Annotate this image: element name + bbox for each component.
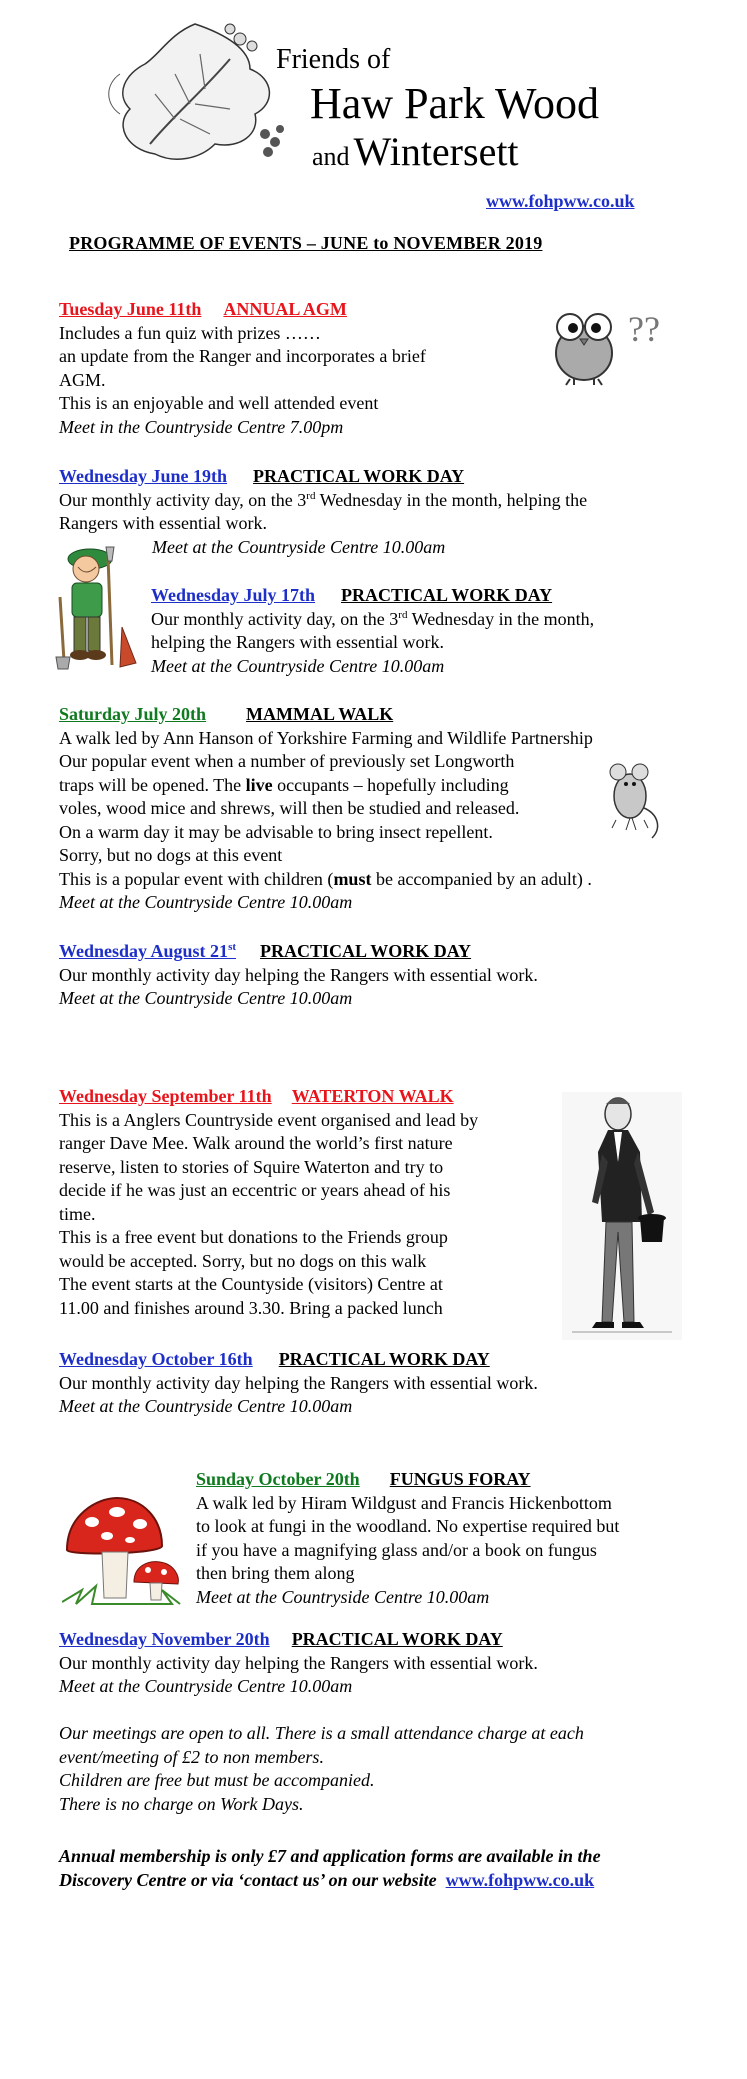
mammal-date: Saturday July 20th [59,704,207,724]
mammal-line2: Our popular event when a number of previously set Longworth [59,751,515,771]
owl-icon [548,305,620,387]
work-july-meet: Meet at the Countryside Centre 10.00am [151,655,445,676]
question-marks: ?? [628,309,660,349]
header-wintersett: Wintersett [353,129,519,174]
meetings-info [59,1722,719,1816]
waterton-line: This is a free event but donations to the Friends group [59,1227,448,1247]
membership-line1: Annual membership is only £7 and application forms are available in the [59,1846,601,1866]
fungus-date: Sunday October 20th [196,1469,360,1489]
work-oct-title: PRACTICAL WORK DAY [278,1349,490,1369]
mammal-line6: Sorry, but no dogs at this event [59,845,283,865]
squire-waterton-figure-icon [562,1092,682,1340]
membership-line2: Discovery Centre or via ‘contact us’ on our website [59,1869,437,1890]
work-aug-title: PRACTICAL WORK DAY [260,941,472,961]
fungus-line: A walk led by Hiram Wildgust and Francis Hickenbottom [196,1492,612,1513]
event-work-june [59,465,719,559]
work-june-line2: Rangers with essential work. [59,513,267,533]
mouse-icon [596,758,668,840]
mammal-line5: On a warm day it may be advisable to bring insect repellent. [59,821,493,842]
event-agm [59,298,499,439]
work-june-title: PRACTICAL WORK DAY [253,466,465,486]
meetings-info-line: event/meeting of £2 to non members. [59,1746,324,1767]
event-work-oct [59,1348,699,1419]
gardener-icon [40,537,140,677]
agm-date: Tuesday June 11th [59,299,202,319]
fungus-line: to look at fungi in the woodland. No expertise required but [196,1516,620,1536]
membership-website-link[interactable]: www.fohpww.co.uk [445,1869,595,1890]
work-june-date: Wednesday June 19th [59,466,228,486]
work-aug-meet: Meet at the Countryside Centre 10.00am [59,988,353,1008]
mammal-line1: A walk led by Ann Hanson of Yorkshire Farming and Wildlife Partnership [59,727,593,748]
work-june-meet: Meet at the Countryside Centre 10.00am [152,536,446,557]
work-nov-title: PRACTICAL WORK DAY [291,1629,503,1649]
membership-info [59,1845,739,1892]
event-work-july [151,584,721,678]
fungus-title: FUNGUS FORAY [389,1469,531,1489]
waterton-line: time. [59,1203,96,1224]
work-nov-date: Wednesday November 20th [59,1629,270,1649]
waterton-line: This is a Anglers Countryside event organised and lead by [59,1109,479,1130]
programme-title: PROGRAMME OF EVENTS – JUNE to NOVEMBER 2019 [69,233,543,253]
fungus-line: if you have a magnifying glass and/or a book on fungus [196,1539,597,1560]
agm-meet: Meet in the Countryside Centre 7.00pm [59,416,344,437]
meetings-info-line: There is no charge on Work Days. [59,1793,304,1814]
agm-line: Includes a fun quiz with prizes …… [59,322,321,343]
waterton-date: Wednesday September 11th [59,1086,272,1106]
work-nov-meet: Meet at the Countryside Centre 10.00am [59,1676,353,1696]
mammal-line4: voles, wood mice and shrews, will then be studied and released. [59,798,520,818]
mammal-title: MAMMAL WALK [246,704,394,724]
meetings-info-line: Children are free but must be accompanied. [59,1770,375,1790]
fungus-line: then bring them along [196,1563,355,1583]
work-july-line1: Our monthly activity day, on the 3rd Wednesday in the month, [151,608,595,629]
waterton-line: would be accepted. Sorry, but no dogs on this walk [59,1250,427,1271]
work-oct-line1: Our monthly activity day helping the Rangers with essential work. [59,1372,538,1393]
waterton-title: WATERTON WALK [291,1086,454,1106]
agm-line: an update from the Ranger and incorporates a brief [59,346,426,366]
header-line3 [312,128,519,175]
waterton-line: decide if he was just an eccentric or years ahead of his [59,1180,451,1200]
work-nov-line1: Our monthly activity day helping the Rangers with essential work. [59,1652,538,1673]
website-link[interactable]: www.fohpww.co.uk [486,191,635,211]
work-july-line2: helping the Rangers with essential work. [151,632,444,652]
work-oct-date: Wednesday October 16th [59,1349,253,1369]
agm-title: ANNUAL AGM [223,299,347,319]
work-aug-date: Wednesday August 21st [59,941,237,961]
work-aug-line1: Our monthly activity day helping the Rangers with essential work. [59,964,538,985]
agm-line: AGM. [59,369,106,390]
header-line2: Haw Park Wood [310,79,599,128]
work-july-title: PRACTICAL WORK DAY [341,585,553,605]
event-fungus-foray [196,1468,716,1609]
mammal-line3: traps will be opened. The live occupants – hopefully including [59,774,509,795]
waterton-line: ranger Dave Mee. Walk around the world’s first nature [59,1133,453,1153]
hawthorn-leaf-logo-icon [100,14,290,179]
waterton-line: 11.00 and finishes around 3.30. Bring a packed lunch [59,1297,443,1318]
event-work-nov [59,1628,699,1699]
agm-line: This is an enjoyable and well attended event [59,393,379,413]
mammal-line7: This is a popular event with children (must be accompanied by an adult) . [59,868,592,889]
mammal-meet: Meet at the Countryside Centre 10.00am [59,892,353,912]
header-and: and [312,142,350,171]
meetings-info-line: Our meetings are open to all. There is a small attendance charge at each [59,1723,584,1743]
fungus-meet: Meet at the Countryside Centre 10.00am [196,1586,490,1607]
event-work-aug [59,940,699,1011]
work-oct-meet: Meet at the Countryside Centre 10.00am [59,1396,353,1416]
event-waterton-walk [59,1085,579,1320]
work-july-date: Wednesday July 17th [151,585,316,605]
work-june-line1: Our monthly activity day, on the 3rd Wednesday in the month, helping the [59,489,588,510]
waterton-line: The event starts at the Countyside (visitors) Centre at [59,1274,443,1294]
header-line1: Friends of [276,44,391,75]
waterton-line: reserve, listen to stories of Squire Waterton and try to [59,1156,444,1177]
toadstool-icon [62,1490,182,1610]
